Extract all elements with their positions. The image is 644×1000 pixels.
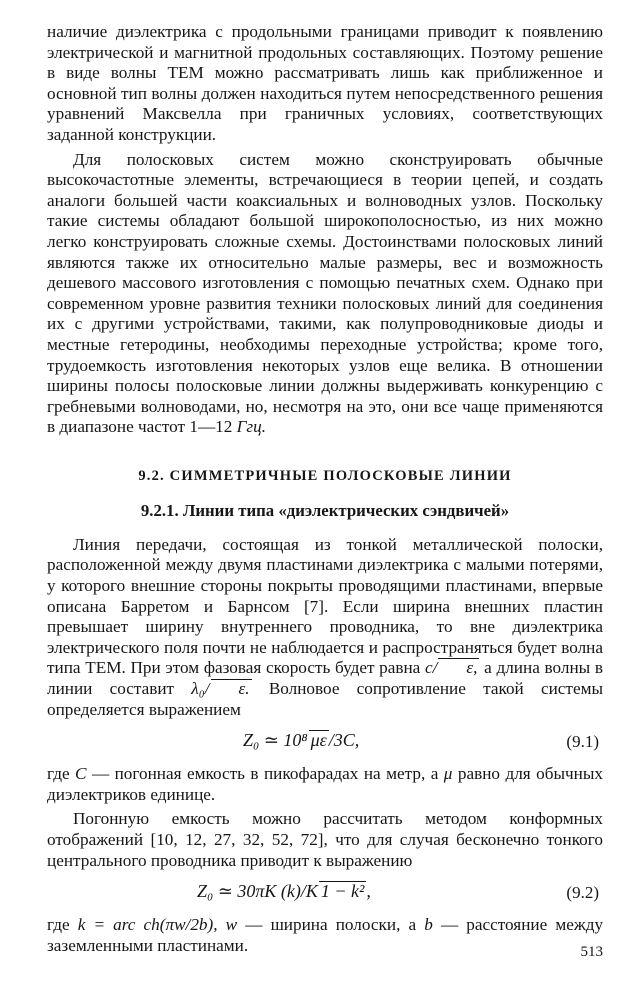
- section-title: 9.2. СИММЕТРИЧНЫЕ ПОЛОСКОВЫЕ ЛИНИИ: [138, 467, 512, 484]
- sqrt-symbol: ε,: [438, 658, 479, 677]
- equation-body: Z₀ ≃ 30πK (k)/K 1 − k² ,: [197, 881, 371, 902]
- paragraph-text: а длина волны в линии составит: [47, 658, 603, 699]
- sqrt-symbol: 1 − k²: [320, 881, 365, 902]
- sqrt-symbol: ε.: [211, 679, 252, 698]
- paragraph-continuation: наличие диэлектрика с продольными границами приводит к появлению электрической и магнитной продольных составляющих. Поэтому решение в виде волны TEM можно рассматривать лишь как приближенное и основной тип волны должен находиться путем непосредственного решения уравнений Максвелла при граничных условиях, соответствующих заданной конструкции.: [47, 22, 603, 144]
- book-page: [47, 22, 603, 982]
- equation-9-1: [47, 720, 603, 764]
- paragraph-stripline-advantages: [47, 150, 603, 438]
- paragraph-text: Для полосковых систем можно сконструировать обычные высокочастотные элементы, встречающиеся в теории цепей, и создать аналоги большей части коаксиальных и волноводных узлов. Поскольку такие системы обладают большой широкополосностью, из них можно легко конструировать сложные схемы. Достоинствами полосковых линий являются также их относительно малые размеры, вес и возможность дешевого массового изготовления с помощью печатных схем. Однако при современном уровне развития техники полосковых линий для соединения их с другими устройствами, такими, как полупроводниковые диоды и местные гетеродины, необходимы переходные устройства; кроме того, трудоемкость изготовления некоторых узлов еще велика. В отношении ширины полосы полосковые линии должны выдерживать конкуренцию с гребневыми волноводами, но, несмотря на это, они все чаще применяются в диапазоне частот 1—12: [47, 149, 603, 437]
- wavelength-formula: λ₀/ ε.: [191, 679, 250, 699]
- paragraph-sandwich-line: [47, 535, 603, 720]
- equation-9-2: [47, 871, 603, 915]
- paragraph-text: Линия передачи, состоящая из тонкой металлической полоски, расположенной между двумя пластинами диэлектрика с малыми потерями, у которого внешние стороны покрыты проводящими пластинами, впервые описана Барретом и Барнсом [7]. Если ширина внешних пластин превышает ширину внутреннего проводника, то вне диэлектрика электрического поля почти не наблюдается и распространяться будет волна типа TEM. При этом фазовая скорость будет равна: [47, 534, 603, 678]
- frequency-unit: Ггц.: [236, 417, 266, 437]
- sqrt-symbol: με: [310, 730, 327, 751]
- subsection-title: 9.2.1. Линии типа «диэлектрических сэндвичей»: [140, 500, 510, 520]
- paragraph-conformal-mapping: Погонную емкость можно рассчитать методом конформных отображений [10, 12, 27, 32, 52, 72], что для случая бесконечно тонкого центрального проводника приводит к выражению: [47, 809, 603, 870]
- equation-number: (9.1): [566, 732, 599, 752]
- paragraph-variable-defs: где k = arc ch(πw/2b), w — ширина полоски, а b — расстояние между заземленными пластинами.: [47, 915, 604, 955]
- equation-number: (9.2): [566, 883, 599, 903]
- paragraph-text: Волновое сопротивление такой системы определяется выражением: [47, 679, 603, 719]
- page-number: 513: [580, 944, 603, 960]
- paragraph-capacitance-def: где C — погонная емкость в пикофарадах на метр, а μ равно для обычных диэлектриков единице.: [47, 764, 604, 804]
- phase-velocity-formula: c/ ε,: [425, 658, 478, 678]
- equation-body: Z₀ ≃ 10⁸ με /3C,: [243, 730, 360, 751]
